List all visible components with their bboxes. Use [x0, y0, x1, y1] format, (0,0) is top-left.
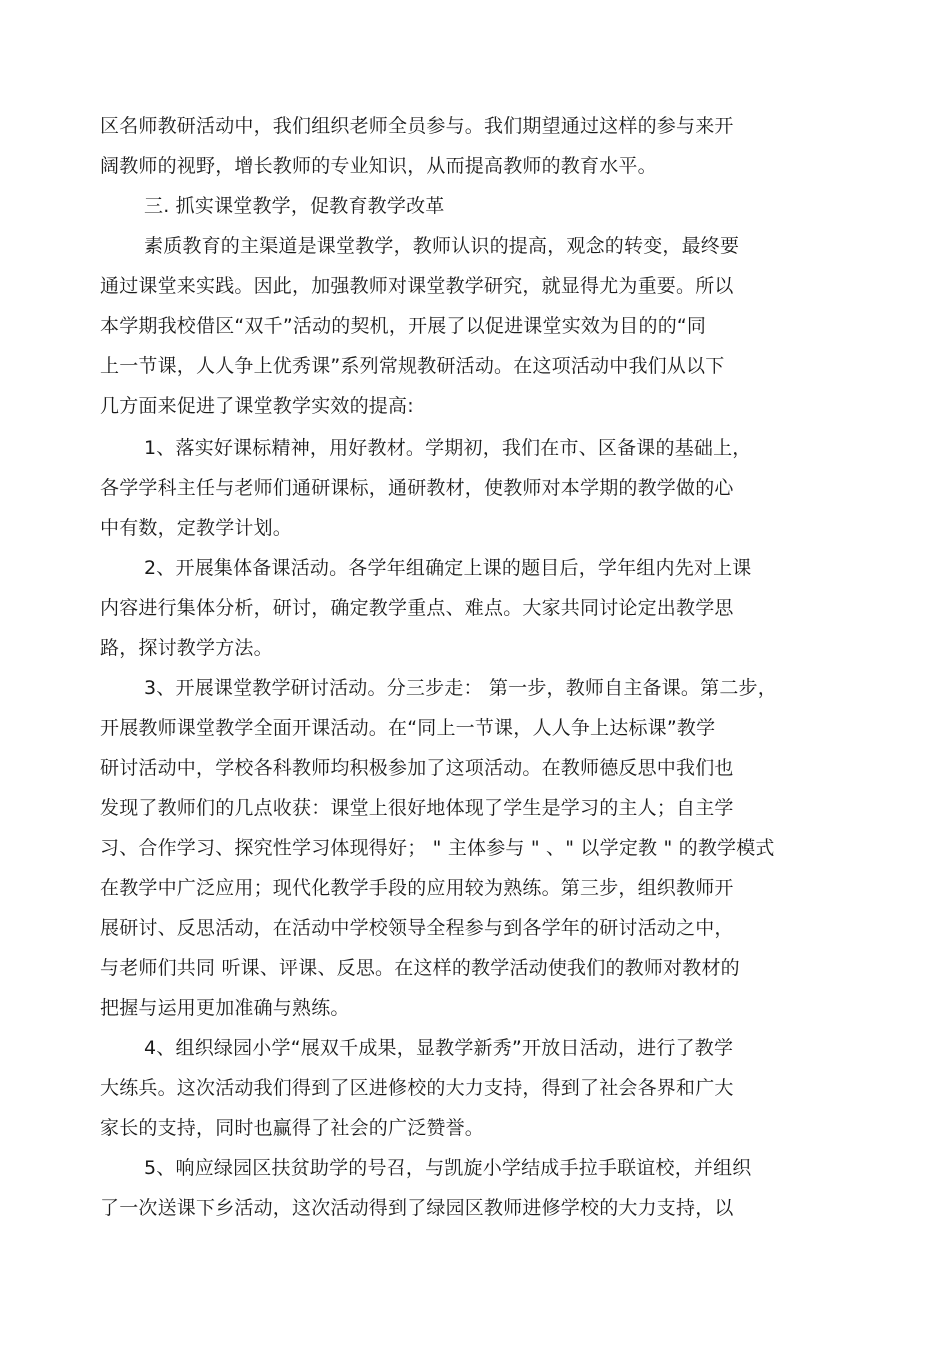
text-line: 通过课堂来实践。因此，加强教师对课堂教学研究，就显得尤为重要。所以 [100, 275, 734, 297]
text-line: 习、合作学习、探究性学习体现得好； " 主体参与 " 、" 以学定教 " 的教学模式 [100, 837, 775, 859]
text-line: 2、开展集体备课活动。各学年组确定上课的题目后，学年组内先对上课 [144, 557, 752, 579]
text-line: 内容进行集体分析，研讨，确定教学重点、难点。大家共同讨论定出教学思 [100, 597, 734, 619]
text-line: 在教学中广泛应用；现代化教学手段的应用较为熟练。第三步，组织教师开 [100, 877, 734, 899]
text-line: 3、开展课堂教学研讨活动。分三步走： 第一步，教师自主备课。第二步， [144, 677, 777, 699]
text-line: 研讨活动中，学校各科教师均积极参加了这项活动。在教师德反思中我们也 [100, 757, 734, 779]
text-line: 素质教育的主渠道是课堂教学，教师认识的提高，观念的转变，最终要 [144, 235, 740, 257]
text-line: 了一次送课下乡活动，这次活动得到了绿园区教师进修学校的大力支持，以 [100, 1197, 734, 1219]
text-line: 本学期我校借区“双千”活动的契机，开展了以促进课堂实效为目的的“同 [100, 315, 707, 337]
text-line: 家长的支持，同时也赢得了社会的广泛赞誉。 [100, 1117, 485, 1139]
text-line: 区名师教研活动中，我们组织老师全员参与。我们期望通过这样的参与来开 [100, 115, 734, 137]
text-line: 5、响应绿园区扶贫助学的号召，与凯旋小学结成手拉手联谊校，并组织 [144, 1157, 752, 1179]
text-line: 上一节课，人人争上优秀课”系列常规教研活动。在这项活动中我们从以下 [100, 355, 725, 377]
section-heading: 三. 抓实课堂教学，促教育教学改革 [144, 195, 445, 217]
text-line: 与老师们共同 听课、评课、反思。在这样的教学活动使我们的教师对教材的 [100, 957, 740, 979]
text-line: 各学学科主任与老师们通研课标，通研教材，使教师对本学期的教学做的心 [100, 477, 734, 499]
text-line: 开展教师课堂教学全面开课活动。在“同上一节课，人人争上达标课”教学 [100, 717, 716, 739]
text-line: 阔教师的视野，增长教师的专业知识，从而提高教师的教育水平。 [100, 155, 657, 177]
text-line: 展研讨、反思活动，在活动中学校领导全程参与到各学年的研讨活动之中， [100, 917, 734, 939]
text-line: 中有数，定教学计划。 [100, 517, 293, 539]
text-line: 1、落实好课标精神，用好教材。学期初，我们在市、区备课的基础上， [144, 437, 752, 459]
text-line: 路，探讨教学方法。 [100, 637, 273, 659]
text-line: 大练兵。这次活动我们得到了区进修校的大力支持，得到了社会各界和广大 [100, 1077, 734, 1099]
text-line: 把握与运用更加准确与熟练。 [100, 997, 350, 1019]
text-line: 发现了教师们的几点收获：课堂上很好地体现了学生是学习的主人；自主学 [100, 797, 734, 819]
text-line: 几方面来促进了课堂教学实效的提高: [100, 395, 414, 417]
text-line: 4、组织绿园小学“展双千成果，显教学新秀”开放日活动，进行了教学 [144, 1037, 734, 1059]
